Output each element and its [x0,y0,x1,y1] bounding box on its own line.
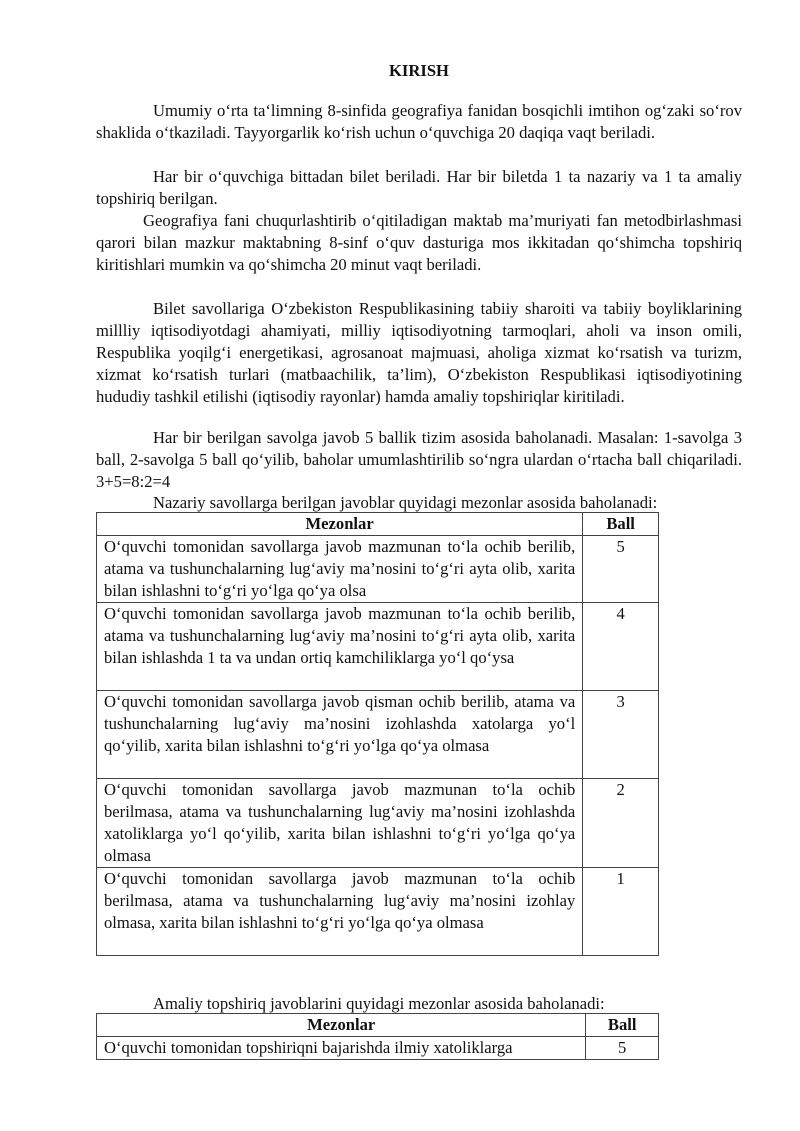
ball-cell: 5 [583,535,659,602]
criteria-table-theory [96,512,659,956]
table2-caption: Amaliy topshiriq javoblarini quyidagi mezonlar asosida baholanadi: [153,994,605,1013]
ball-cell: 4 [583,602,659,690]
paragraph-4: Bilet savollariga O‘zbekiston Respublikasining tabiiy sharoiti va tabiiy boyliklarining millliy iqtisodiyotdagi ahamiyati, milliy iqtisodiyotning tarmoqlari, aholi va inson omili, Respublika yoqilg‘i energetikasi, agrosanoat majmuasi, aholiga xizmat ko‘rsatish va turizm, xizmat ko‘rsatish turlari (matbaachilik, ta’lim), O‘zbekiston Respublikasi iqtisodiyotining hududiy tashkil etilishi (iqtisodiy rayonlar) hamda amaliy topshiriqlar kiritiladi. [96,299,742,406]
page-title: KIRISH [389,61,449,80]
paragraph-1: Umumiy o‘rta ta‘limning 8-sinfida geografiya fanidan bosqichli imtihon og‘zaki so‘rov shaklida o‘tkaziladi. Tayyorgarlik ko‘rish uchun o‘quvchiga 20 daqiqa vaqt beriladi. [96,101,742,142]
paragraph-2: Har bir o‘quvchiga bittadan bilet beriladi. Har bir biletda 1 ta nazariy va 1 ta amaliy topshiriq berilgan. [96,167,742,208]
table-row [97,867,659,955]
table-row [97,1036,659,1059]
column-header-criteria: Mezonlar [97,513,583,536]
table-row [97,690,659,778]
table1-caption: Nazariy savollarga berilgan javoblar quyidagi mezonlar asosida baholanadi: [153,493,658,512]
criterion-cell: O‘quvchi tomonidan savollarga javob mazmunan to‘la ochib berilib, atama va tushunchalarning lug‘aviy ma’nosini to‘g‘ri ayta olib, xarita bilan ishlashda 1 ta va undan ortiq kamchiliklarga yo‘l qo‘ysa [97,602,583,690]
table-row [97,778,659,867]
ball-cell: 3 [583,690,659,778]
column-header-ball: Ball [583,513,659,536]
table-header-row [97,513,659,536]
criteria-table-practice [96,1013,659,1060]
ball-cell: 2 [583,778,659,867]
criterion-cell: O‘quvchi tomonidan savollarga javob mazmunan to‘la ochib berilmasa, atama va tushunchalarning lug‘aviy ma’nosini izohlashda xatoliklarga yo‘l qo‘yilib, xarita bilan ishlashni to‘g‘ri yo‘lga qo‘ya olmasa [97,778,583,867]
criterion-cell: O‘quvchi tomonidan savollarga javob mazmunan to‘la ochib berilmasa, atama va tushunchalarning lug‘aviy ma’nosini izohlay olmasa, xarita bilan ishlashni to‘g‘ri yo‘lga qo‘ya olmasa [97,867,583,955]
column-header-ball: Ball [586,1014,659,1037]
criterion-cell: O‘quvchi tomonidan savollarga javob qisman ochib berilib, atama va tushunchalarning lug‘aviy ma’nosini izohlashda xatolarga yo‘l qo‘yilib, xarita bilan ishlashni to‘g‘ri yo‘lga qo‘ya olmasa [97,690,583,778]
paragraph-3: Geografiya fani chuqurlashtirib o‘qitiladigan maktab ma’muriyati fan metodbirlashmasi qarori bilan mazkur maktabning 8-sinf o‘quv dasturiga mos ikkitadan qo‘shimcha topshiriq kiritishlari mumkin va qo‘shimcha 20 minut vaqt beriladi. [96,211,742,274]
criterion-cell: O‘quvchi tomonidan topshiriqni bajarishda ilmiy xatoliklarga [97,1036,586,1059]
ball-cell: 1 [583,867,659,955]
criterion-cell: O‘quvchi tomonidan savollarga javob mazmunan to‘la ochib berilib, atama va tushunchalarning lug‘aviy ma’nosini to‘g‘ri ayta olib, xarita bilan ishlashni to‘g‘ri yo‘lga qo‘ya olsa [97,535,583,602]
paragraph-5: Har bir berilgan savolga javob 5 ballik tizim asosida baholanadi. Masalan: 1-savolga 3 ball, 2-savolga 5 ball qo‘yilib, baholar umumlashtirilib so‘ngra ulardan o‘rtacha ball chiqariladi. 3+5=8:2=4 [96,428,742,491]
table-row [97,602,659,690]
ball-cell: 5 [586,1036,659,1059]
table-row [97,535,659,602]
column-header-criteria: Mezonlar [97,1014,586,1037]
table-header-row [97,1014,659,1037]
